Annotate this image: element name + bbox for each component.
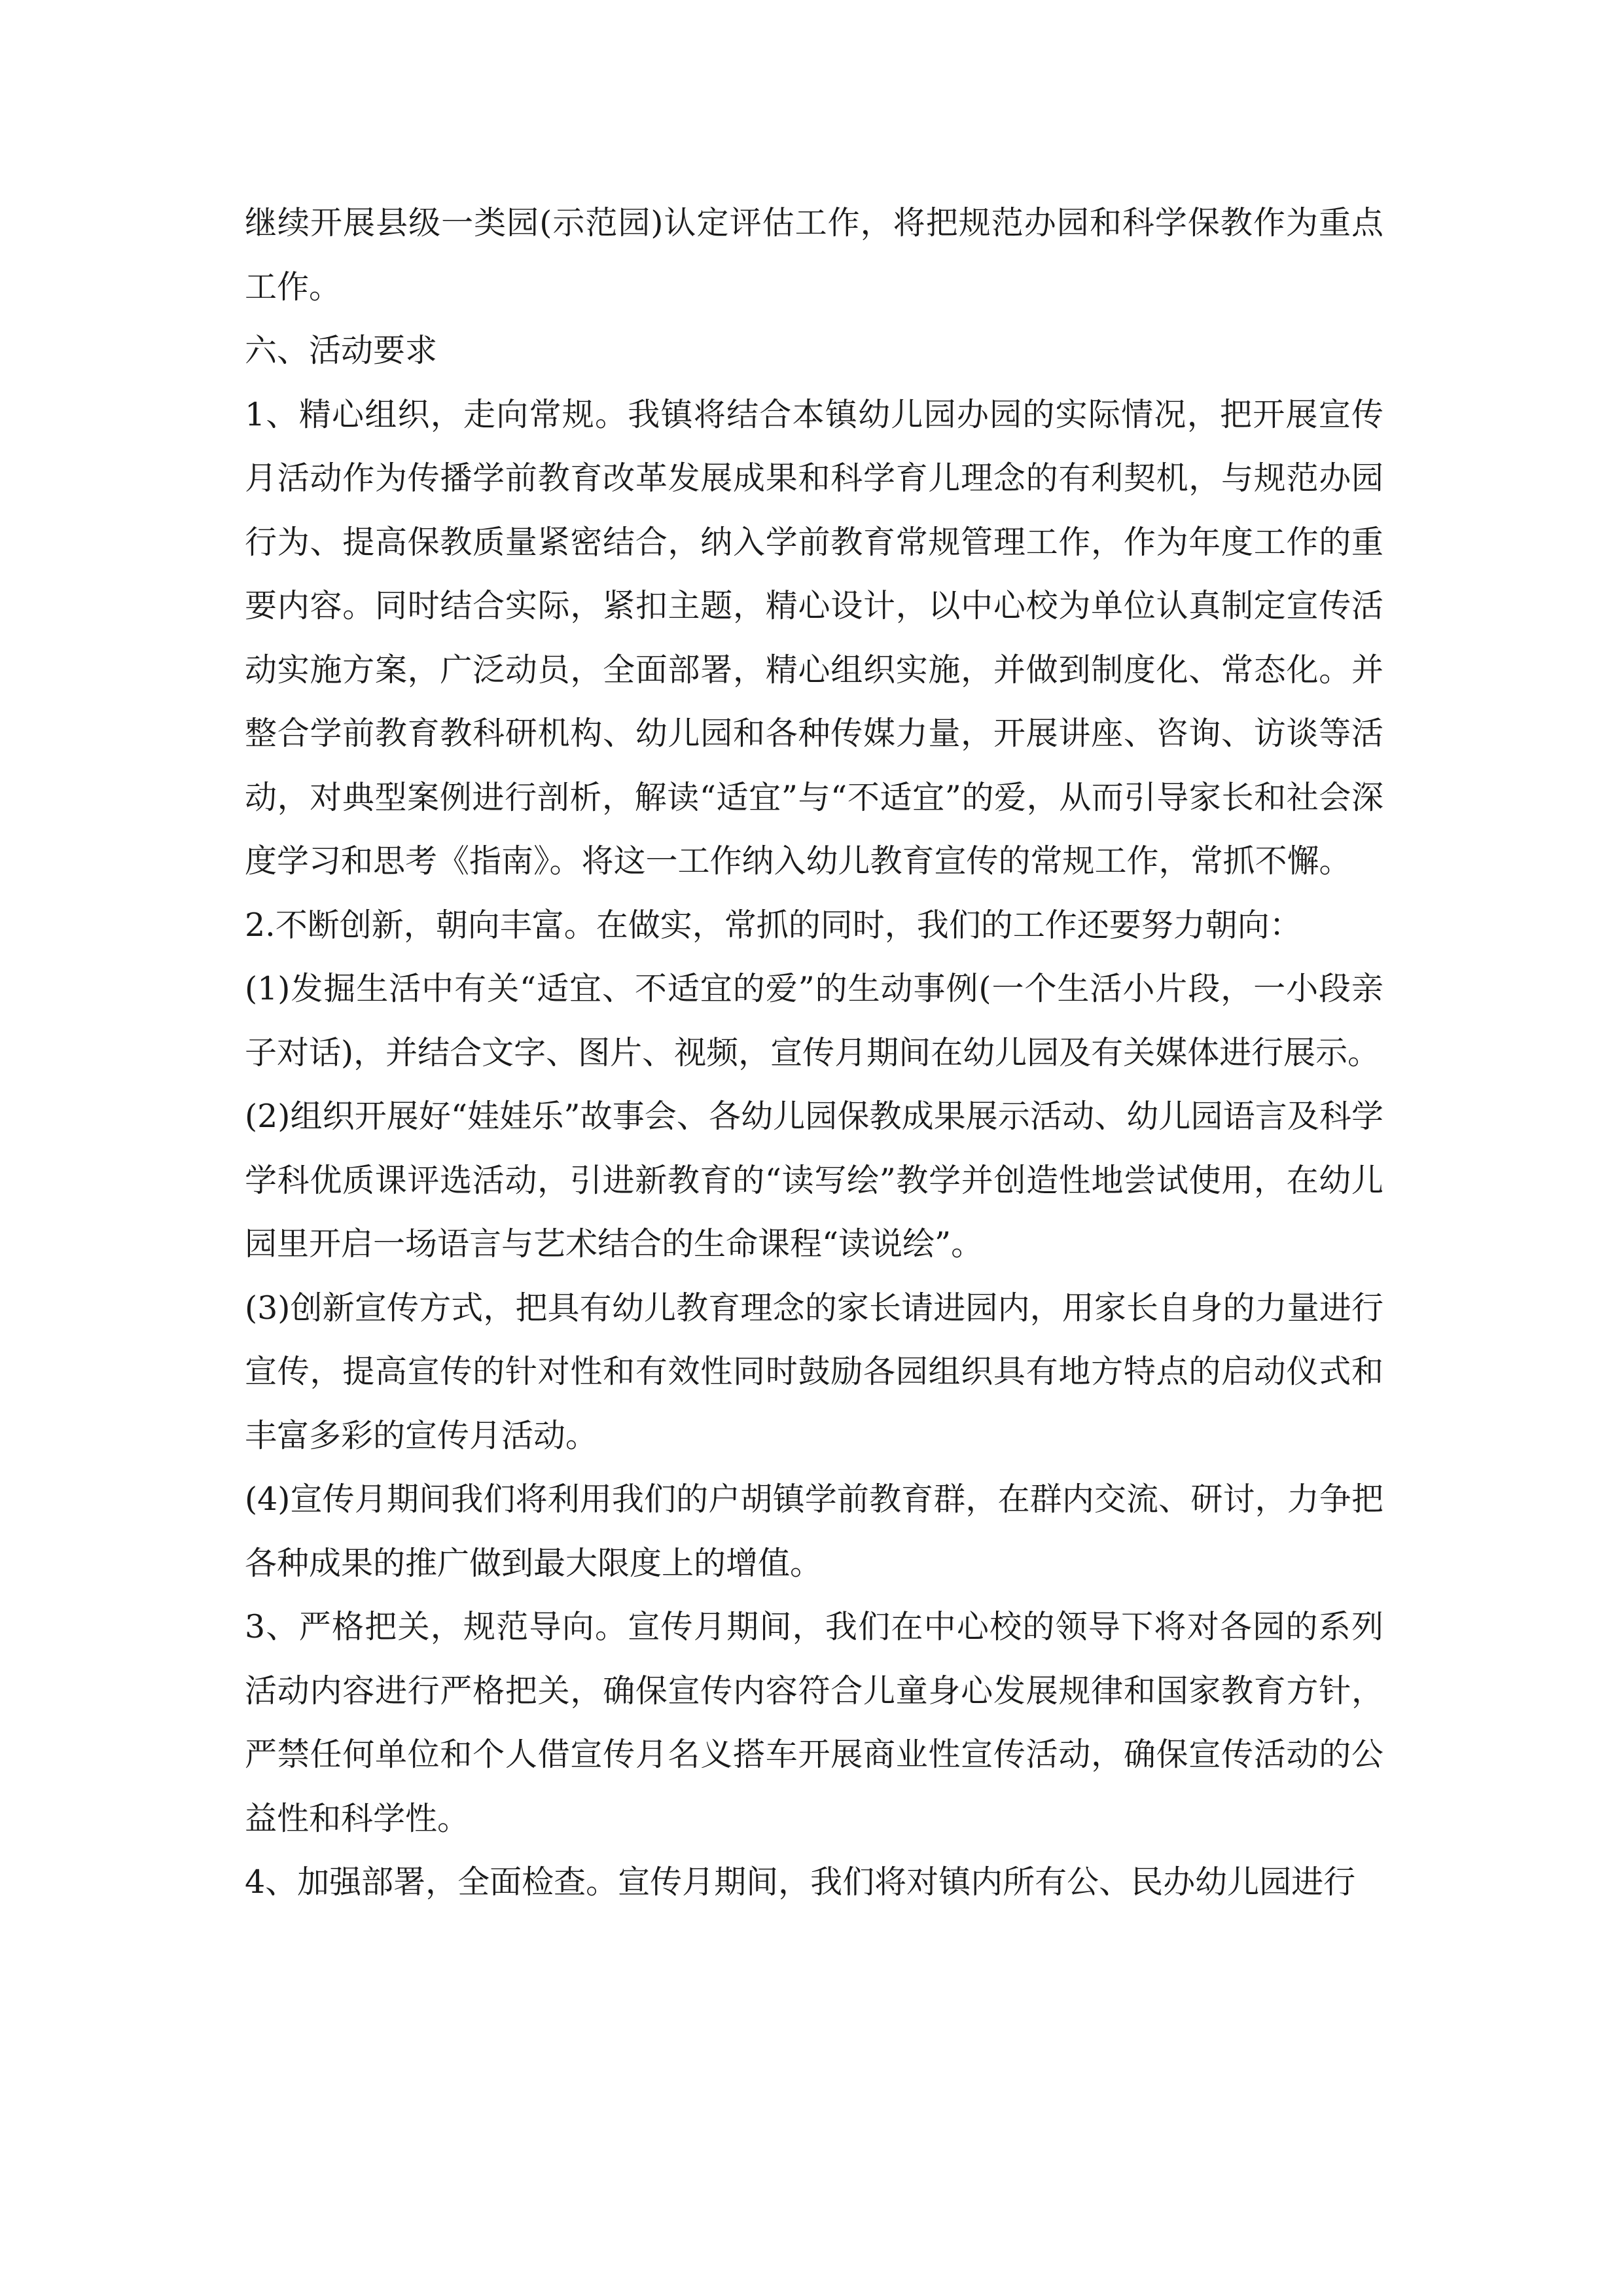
paragraph-item-4: 4、加强部署，全面检查。宣传月期间，我们将对镇内所有公、民办幼儿园进行 (245, 1863, 1356, 1901)
paragraph-item-2: 2.不断创新，朝向丰富。在做实，常抓的同时，我们的工作还要努力朝向： (245, 906, 1302, 944)
paragraph-continuation: 继续开展县级一类园(示范园)认定评估工作，将把规范办园和科学保教作为重点工作。 (245, 204, 1383, 306)
paragraph-subitem-3: (3)创新宣传方式，把具有幼儿教育理念的家长请进园内，用家长自身的力量进行宣传，提高宣传的针对性和有效性同时鼓励各园组织具有地方特点的启动仪式和丰富多彩的宣传月活动。 (245, 1289, 1383, 1454)
section-heading-activity-requirements: 六、活动要求 (245, 332, 438, 369)
paragraph-item-3: 3、严格把关，规范导向。宣传月期间，我们在中心校的领导下将对各园的系列活动内容进行严格把关，确保宣传内容符合儿童身心发展规律和国家教育方针，严禁任何单位和个人借宣传月名义搭车开展商业性宣传活动，确保宣传活动的公益性和科学性。 (245, 1608, 1383, 1837)
paragraph-subitem-4: (4)宣传月期间我们将利用我们的户胡镇学前教育群，在群内交流、研讨，力争把各种成果的推广做到最大限度上的增值。 (245, 1480, 1383, 1582)
paragraph-subitem-2: (2)组织开展好“娃娃乐”故事会、各幼儿园保教成果展示活动、幼儿园语言及科学学科优质课评选活动，引进新教育的“读写绘”教学并创造性地尝试使用，在幼儿园里开启一场语言与艺术结合的生命课程“读说绘”。 (245, 1098, 1383, 1263)
body-text (245, 191, 1383, 1914)
paragraph-item-1: 1、精心组织，走向常规。我镇将结合本镇幼儿园办园的实际情况，把开展宣传月活动作为传播学前教育改革发展成果和科学育儿理念的有利契机，与规范办园行为、提高保教质量紧密结合，纳入学前教育常规管理工作，作为年度工作的重要内容。同时结合实际，紧扣主题，精心设计，以中心校为单位认真制定宣传活动实施方案，广泛动员，全面部署，精心组织实施，并做到制度化、常态化。并整合学前教育教科研机构、幼儿园和各种传媒力量，开展讲座、咨询、访谈等活动，对典型案例进行剖析，解读“适宜”与“不适宜”的爱，从而引导家长和社会深度学习和思考《指南》。将这一工作纳入幼儿教育宣传的常规工作，常抓不懈。 (245, 395, 1383, 880)
paragraph-subitem-1: (1)发掘生活中有关“适宜、不适宜的爱”的生动事例(一个生活小片段，一小段亲子对话)，并结合文字、图片、视频，宣传月期间在幼儿园及有关媒体进行展示。 (245, 970, 1383, 1071)
